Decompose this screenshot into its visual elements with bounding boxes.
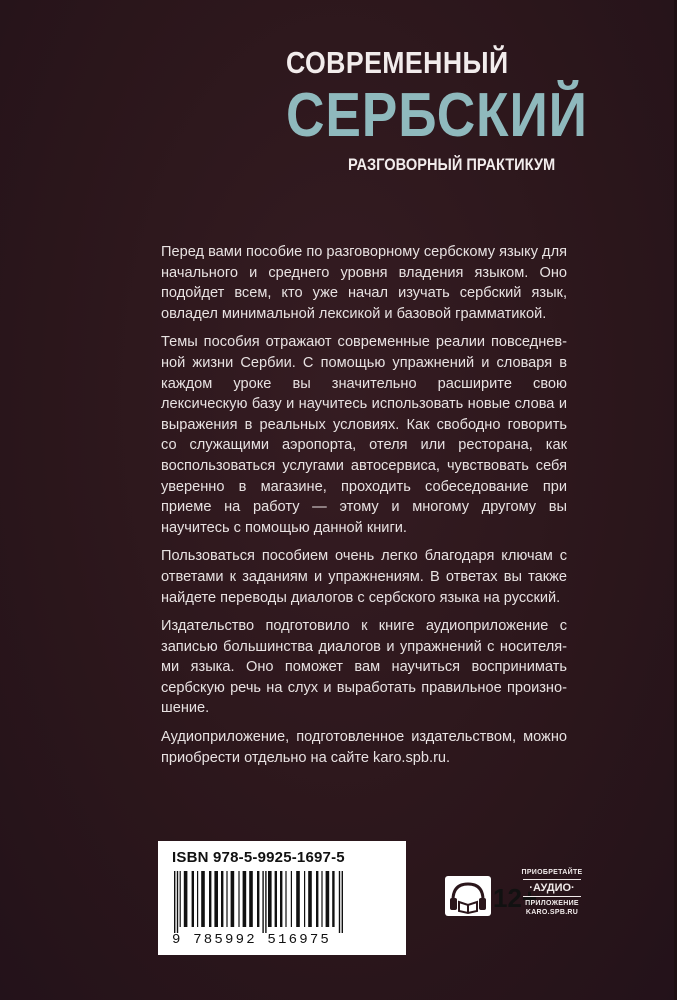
audio-badge-line3: ПРИЛОЖЕНИЕ <box>525 900 579 907</box>
title-line-modern: СОВРЕМЕННЫЙ <box>286 45 509 80</box>
isbn-label: ISBN 978-5-9925-1697-5 <box>172 849 345 866</box>
barcode-panel <box>158 841 538 955</box>
age-rating-badge: 12+ <box>493 883 538 913</box>
subtitle: РАЗГОВОРНЫЙ ПРАКТИКУМ <box>348 155 556 174</box>
audio-badge-line2: ·АУДИО· <box>523 879 580 897</box>
barcode-icon <box>172 871 372 933</box>
book-title <box>286 44 626 176</box>
book-description <box>161 242 567 776</box>
headphones-book-icon <box>445 876 491 916</box>
description-paragraph: Издательство подготовило к книге аудиоприложение с записью большинства диалогов и упражнений с носителями языка. Оно поможет вам научиться воспринимать сербскую речь на слух и выработать правильное произношение. <box>161 618 567 717</box>
description-paragraph: Пользоваться пособием очень легко благодаря ключам с ответами к заданиям и упражнениям. В ответах вы также найдете переводы диалогов с сербского языка на русский. <box>161 548 567 606</box>
title-line-serbian: СЕРБСКИЙ <box>286 81 588 150</box>
description-paragraph: Темы пособия отражают современные реалии повседневной жизни Сербии. С помощью упражнений и словаря в каждом уроке вы значительно расширите свою лексическую базу и научитесь использовать новые слова и выражения в реальных условиях. Как свободно говорить со служащими аэропорта, отеля или ресторана, как воспользоваться услугами автосервиса, чувствовать себя уверенно в магазине, проходить собеседование при приеме на работу — этому и многому другому вы научитесь с помощью данной книги. <box>161 334 567 536</box>
description-paragraph: Аудиоприложение, подготовленное издательством, можно приобрести отдельно на сайте karo.spb.ru. <box>161 729 567 766</box>
audio-badge-text <box>497 868 607 917</box>
description-paragraph: Перед вами пособие по разговорному сербскому языку для начального и среднего уровня владения языком. Оно подойдет всем, кто уже начал изучать сербский язык, овладел минимальной лексикой и базовой грамматикой. <box>161 244 567 322</box>
audio-badge-url: KARO.SPB.RU <box>525 909 579 916</box>
audio-badge-line1: ПРИОБРЕТАЙТЕ <box>521 869 583 876</box>
audio-supplement-badge <box>445 868 605 918</box>
barcode-digits: 9 785992 516975 <box>172 932 332 948</box>
